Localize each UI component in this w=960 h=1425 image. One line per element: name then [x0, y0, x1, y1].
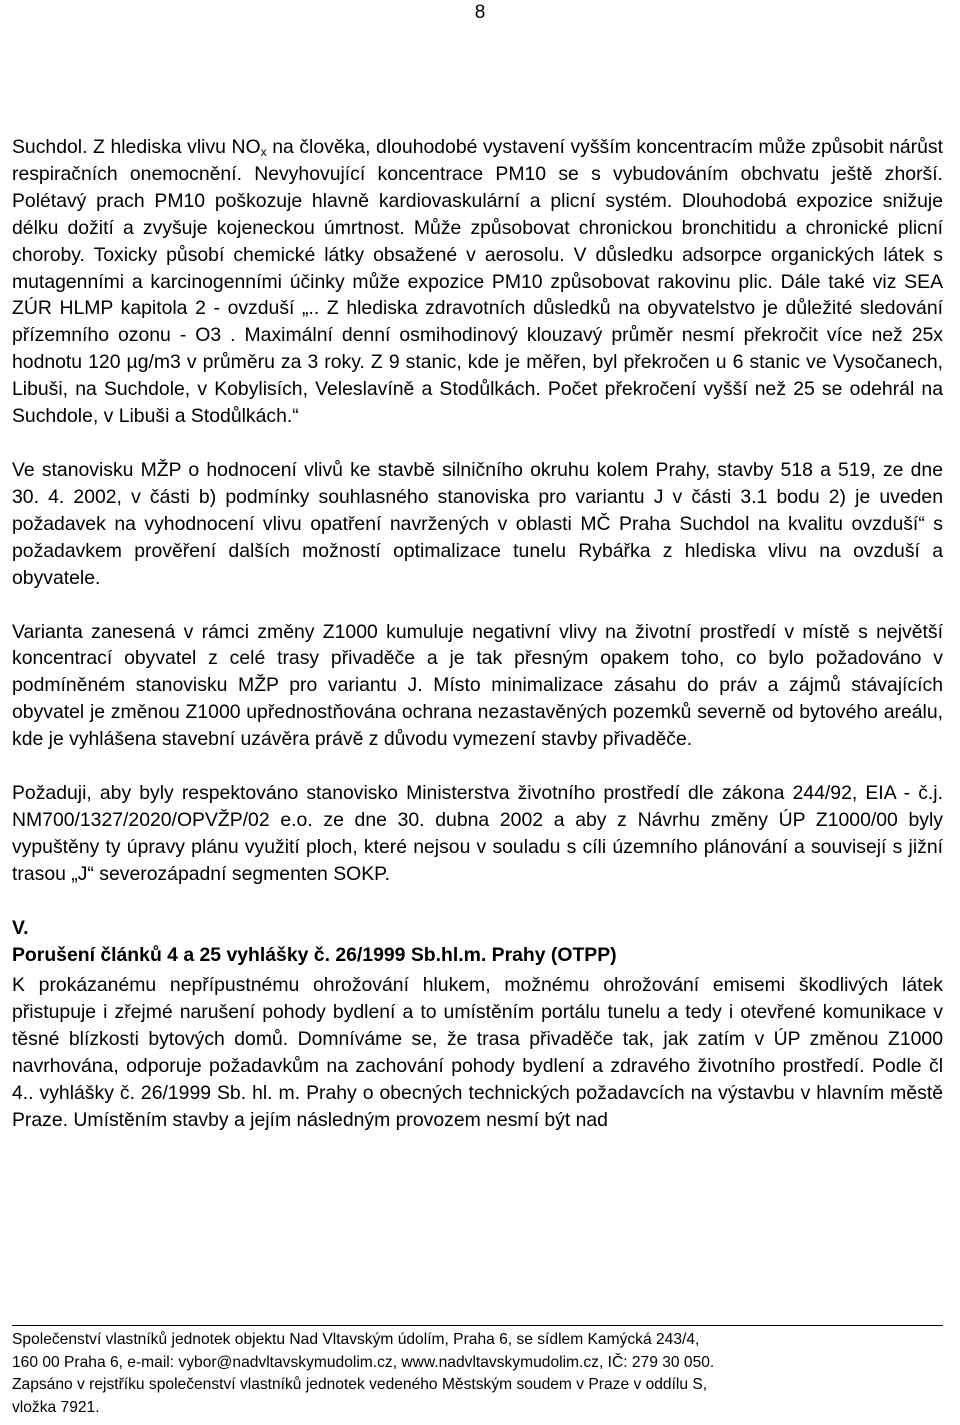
- footer-line-2: 160 00 Praha 6, e-mail: vybor@nadvltavskymudolim.cz, www.nadvltavskymudolim.cz, IČ: 279 30 050.: [12, 1353, 715, 1371]
- paragraph-air-quality-rest: na člověka, dlouhodobé vystavení vyšším koncentracím může způsobit nárůst respiračních onemocnění. Nevyhovující koncentrace PM10 se s vybudováním obchvatu ještě zhorší. Polétavý prach PM10 poškozuje hlavně kardiovaskulární a plicní systém. Dlouhodobá expozice snižuje délku dožití a zvyšuje kojeneckou úmrtnost. Může způsobovat chronickou bronchitidu a chronické plicní choroby. Toxicky působí chemické látky obsažené v aerosolu. V důsledku adsorpce organických látek s mutagenními a karcinogenními účinky může expozice PM10 způsobovat rakovinu plic. Dále také viz SEA ZÚR HLMP kapitola 2 - ovzduší „.. Z hlediska zdravotních důsledků na obyvatelstvo je důležité sledování přízemního ozonu - O3 . Maximální denní osmihodinový klouzavý průměr nesmí překročit více než 25x hodnotu 120 µg/m3 v průměru za 3 roky. Z 9 stanic, kde je měřen, byl překročen u 6 stanic ve Vysočanech, Libuši, na Suchdole, v Kobylisích, Veleslavíně a Stodůlkách. Počet překročení vyšší než 25 se odehrál na Suchdole, v Libuši a Stodůlkách.“: [12, 136, 943, 428]
- section-title: Porušení článků 4 a 25 vyhlášky č. 26/1999 Sb.hl.m. Prahy (OTPP): [12, 943, 617, 966]
- page-footer: [12, 1325, 943, 1419]
- footer-line-1: Společenství vlastníků jednotek objektu Nad Vltavským údolím, Praha 6, se sídlem Kamýcká 243/4,: [12, 1331, 700, 1348]
- page-number: 8: [474, 2, 486, 23]
- document-body: [12, 134, 943, 1134]
- section-number: V.: [12, 916, 29, 939]
- nox-subscript: x: [260, 145, 267, 159]
- footer-line-4: vložka 7921.: [12, 1398, 100, 1416]
- paragraph-air-quality: [12, 134, 943, 430]
- paragraph-air-quality-start: Suchdol. Z hlediska vlivu NO: [12, 136, 261, 158]
- footer-line-3: Zapsáno v rejstříku společenství vlastníků jednotek vedeného Městským soudem v Praze v oddílu S,: [12, 1376, 708, 1393]
- paragraph-mzp-statement: Ve stanovisku MŽP o hodnocení vlivů ke stavbě silničního okruhu kolem Prahy, stavby 518 a 519, ze dne 30. 4. 2002, v části b) podmínky souhlasného stanoviska pro variantu J v části 3.1 bodu 2) je uveden požadavek na vyhodnocení vlivu opatření navržených v oblasti MČ Praha Suchdol na kvalitu ovzduší“ s požadavkem prověření dalších možností optimalizace tunelu Rybářka z hlediska vlivu na ovzduší a obyvatele.: [12, 458, 943, 589]
- paragraph-variant-z1000: Varianta zanesená v rámci změny Z1000 kumuluje negativní vlivy na životní prostředí v místě s největší koncentrací obyvatel z celé trasy přivaděče a je tak přesným opakem toho, co bylo požadováno v podmíněném stanovisku MŽP pro variantu J. Místo minimalizace zásahu do práv a zájmů stávajících obyvatel je změnou Z1000 upřednostňována ochrana nezastavěných pozemků severně od bytového areálu, kde je vyhlášena stavební uzávěra právě z důvodu vymezení stavby přivaděče.: [12, 620, 943, 751]
- paragraph-noise-violation: K prokázanému nepřípustnému ohrožování hlukem, možnému ohrožování emisemi škodlivých látek přistupuje i zřejmé narušení pohody bydlení a to umístěním portálu tunelu a tedy i otevřené komunikace v těsné blízkosti bytových domů. Domníváme se, že trasa přivaděče tak, jak zatím v ÚP změnou Z1000 navrhována, odporuje požadavkům na zachování pohody bydlení a zdravého životního prostředí. Podle čl 4.. vyhlášky č. 26/1999 Sb. hl. m. Prahy o obecných technických požadavcích na výstavbu v hlavním městě Praze. Umístěním stavby a jejím následným provozem nesmí být nad: [12, 974, 943, 1131]
- paragraph-request: Požaduji, aby byly respektováno stanovisko Ministerstva životního prostředí dle zákona 244/92, EIA - č.j. NM700/1327/2020/OPVŽP/02 e.o. ze dne 30. dubna 2002 a aby z Návrhu změny ÚP Z1000/00 byly vypuštěny ty úpravy plánu využití ploch, které nejsou v souladu s cíli územního plánování a souvisejí s jižní trasou „J“ severozápadní segmenten SOKP.: [12, 782, 943, 885]
